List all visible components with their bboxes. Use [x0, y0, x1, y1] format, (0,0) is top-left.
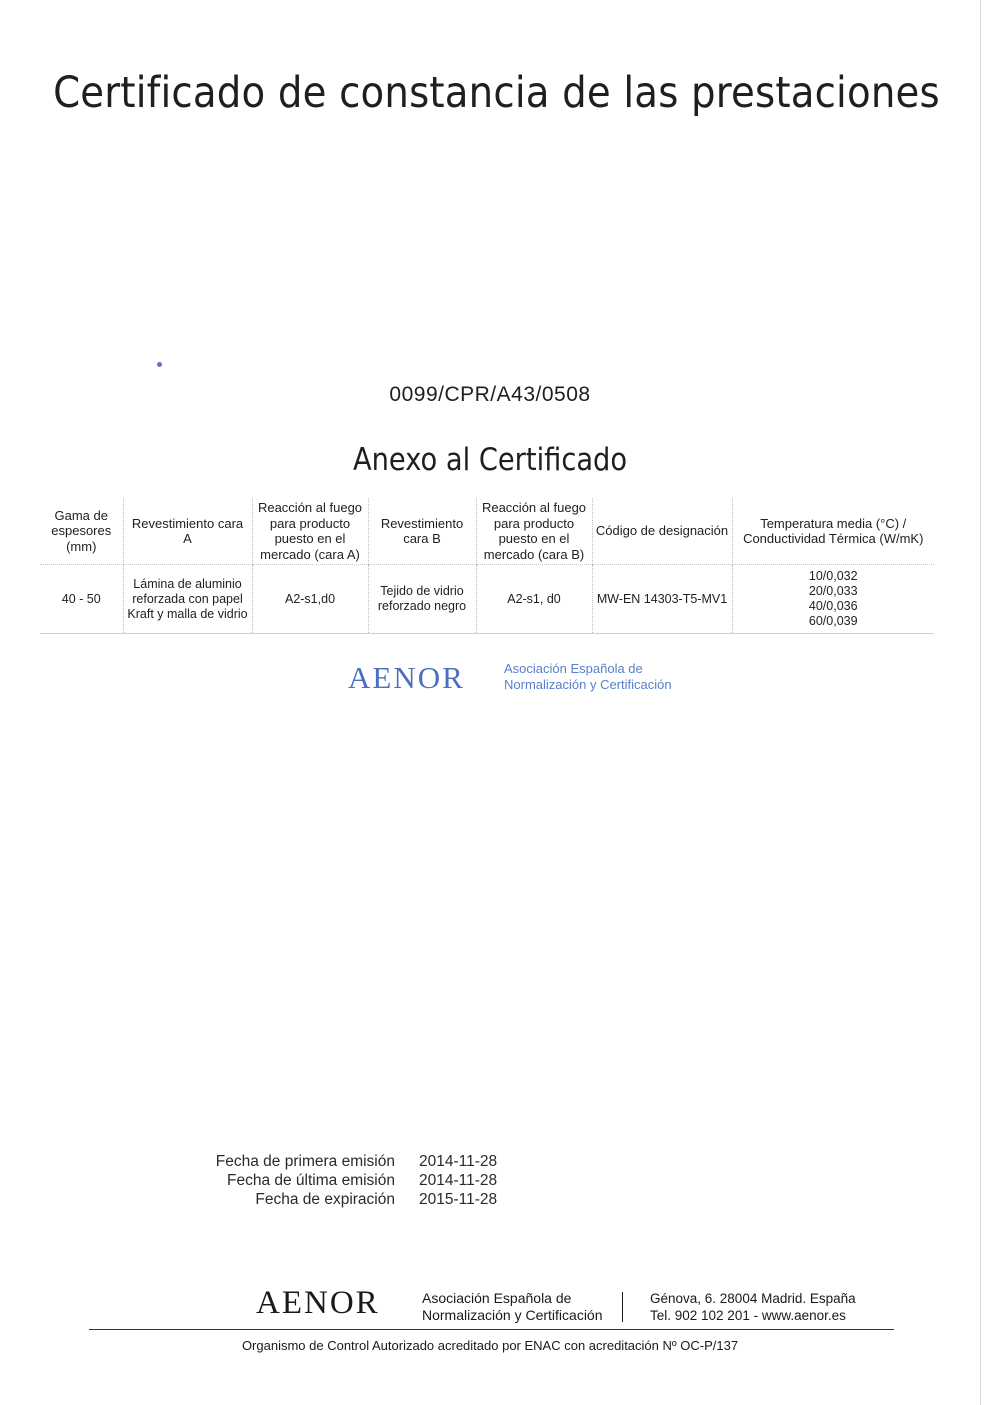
certificate-number: 0099/CPR/A43/0508	[389, 383, 591, 406]
document-title: Certificado de constancia de las prestaciones	[53, 68, 940, 118]
conductivity-value: 20/0,033	[808, 584, 858, 598]
stamp-logo: AENOR	[348, 660, 465, 695]
header-coating-a: Revestimiento cara A	[123, 498, 252, 565]
footer-rule	[89, 1329, 894, 1330]
header-fire-a: Reacción al fuego para producto puesto en el mercado (cara A)	[252, 498, 368, 565]
page-edge	[980, 0, 981, 1405]
header-thickness: Gama de espesores (mm)	[40, 498, 123, 565]
header-designation-code: Código de designación	[592, 498, 732, 565]
stamp-org-line2: Normalización y Certificación	[504, 677, 672, 692]
footer-org-line2: Normalización y Certificación	[422, 1307, 603, 1323]
conductivity-value: 40/0,036	[808, 599, 858, 613]
cell-designation-code: MW-EN 14303-T5-MV1	[592, 565, 732, 634]
footer-org-line1: Asociación Española de	[422, 1290, 572, 1306]
cell-fire-b: A2-s1, d0	[476, 565, 592, 634]
annex-title: Anexo al Certificado	[352, 442, 628, 478]
table-header-row	[40, 498, 934, 565]
date-label: Fecha de primera emisión	[215, 1153, 395, 1170]
footer-accreditation: Organismo de Control Autorizado acreditado por ENAC con acreditación Nº OC-P/137	[241, 1338, 739, 1353]
footer-logo: AENOR	[256, 1285, 380, 1321]
date-value: 2015-11-28	[419, 1191, 498, 1208]
header-coating-b: Revestimiento cara B	[368, 498, 476, 565]
cell-coating-b: Tejido de vidrio reforzado negro	[368, 565, 476, 634]
stamp-org-line1: Asociación Española de	[504, 661, 643, 676]
cell-fire-a: A2-s1,d0	[252, 565, 368, 634]
footer-phone-web: Tel. 902 102 201 - www.aenor.es	[650, 1308, 846, 1323]
conductivity-value: 10/0,032	[808, 569, 858, 583]
footer-contact	[650, 1290, 856, 1324]
stamp-org-name	[504, 661, 672, 693]
ink-speck	[157, 362, 162, 367]
date-label: Fecha de última emisión	[227, 1172, 395, 1189]
date-value: 2014-11-28	[419, 1153, 498, 1170]
cell-coating-a: Lámina de aluminio reforzada con papel Kraft y malla de vidrio	[123, 565, 252, 634]
date-label: Fecha de expiración	[255, 1191, 395, 1208]
table-row	[40, 565, 934, 634]
footer-org-name	[422, 1290, 603, 1324]
cell-conductivity	[732, 565, 934, 634]
conductivity-value: 60/0,039	[808, 614, 858, 628]
footer-address: Génova, 6. 28004 Madrid. España	[650, 1291, 856, 1306]
footer-separator	[622, 1292, 623, 1322]
cell-thickness: 40 - 50	[40, 565, 123, 634]
header-fire-b: Reacción al fuego para producto puesto en el mercado (cara B)	[476, 498, 592, 565]
header-conductivity: Temperatura media (°C) / Conductividad Térmica (W/mK)	[732, 498, 934, 565]
annex-table	[40, 498, 934, 634]
date-value: 2014-11-28	[419, 1172, 498, 1189]
